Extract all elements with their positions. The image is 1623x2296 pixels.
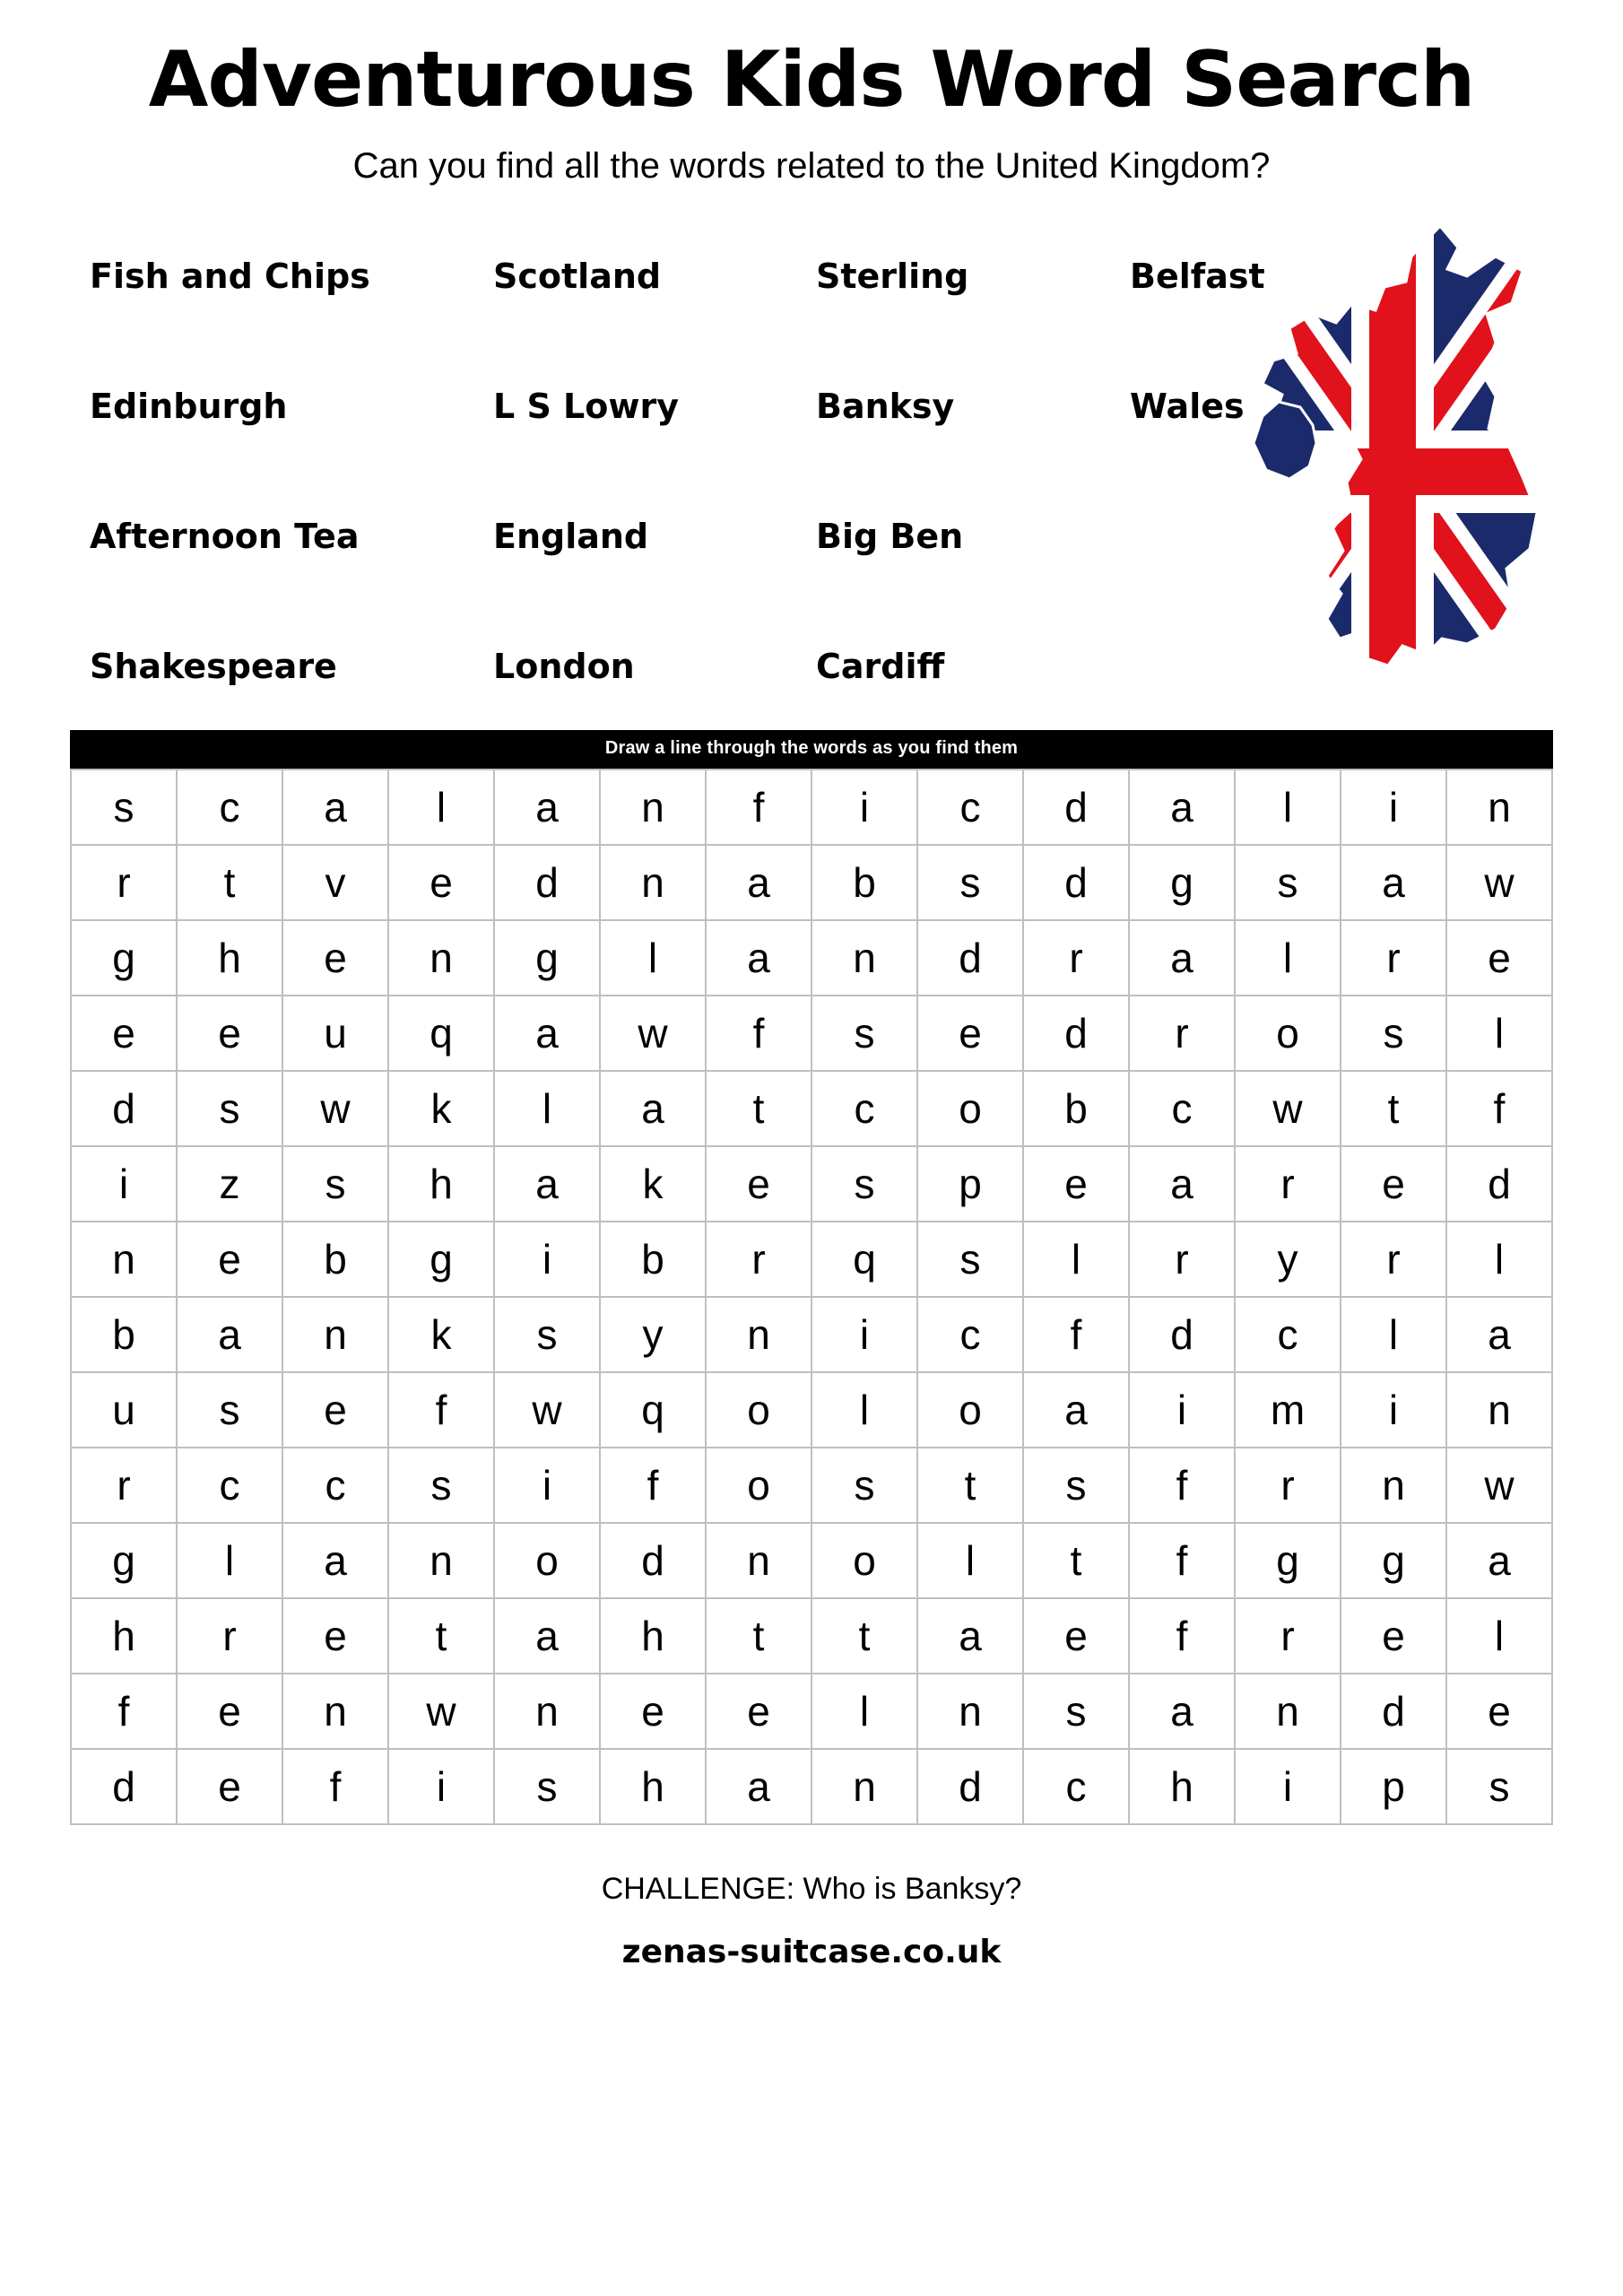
grid-cell[interactable]: e: [706, 1146, 812, 1222]
grid-cell[interactable]: o: [917, 1372, 1023, 1448]
grid-cell[interactable]: f: [1129, 1523, 1235, 1598]
grid-cell[interactable]: p: [1341, 1749, 1446, 1824]
grid-cell[interactable]: i: [1341, 1372, 1446, 1448]
grid-cell[interactable]: f: [282, 1749, 388, 1824]
grid-cell[interactable]: w: [1235, 1071, 1341, 1146]
grid-cell[interactable]: f: [600, 1448, 706, 1523]
grid-cell[interactable]: s: [812, 1448, 917, 1523]
grid-cell[interactable]: r: [1023, 920, 1129, 996]
grid-row: [71, 1523, 1552, 1598]
grid-cell[interactable]: a: [1129, 1146, 1235, 1222]
grid-cell[interactable]: i: [71, 1146, 177, 1222]
grid-cell[interactable]: z: [177, 1146, 282, 1222]
grid-cell[interactable]: r: [177, 1598, 282, 1674]
grid-cell[interactable]: r: [1341, 920, 1446, 996]
grid-cell[interactable]: t: [1341, 1071, 1446, 1146]
grid-cell[interactable]: t: [177, 845, 282, 920]
grid-cell[interactable]: g: [388, 1222, 494, 1297]
grid-cell[interactable]: n: [1446, 1372, 1552, 1448]
grid-cell[interactable]: a: [600, 1071, 706, 1146]
grid-cell[interactable]: d: [1023, 996, 1129, 1071]
grid-cell[interactable]: h: [600, 1749, 706, 1824]
grid-cell[interactable]: b: [600, 1222, 706, 1297]
grid-cell[interactable]: f: [706, 770, 812, 845]
grid-cell[interactable]: r: [71, 845, 177, 920]
grid-cell[interactable]: e: [282, 1598, 388, 1674]
grid-cell[interactable]: w: [494, 1372, 600, 1448]
grid-cell[interactable]: i: [494, 1448, 600, 1523]
grid-row: [71, 920, 1552, 996]
grid-cell[interactable]: s: [494, 1749, 600, 1824]
grid-cell[interactable]: e: [1023, 1598, 1129, 1674]
grid-cell[interactable]: a: [1446, 1523, 1552, 1598]
grid-cell[interactable]: s: [177, 1071, 282, 1146]
grid-cell[interactable]: n: [600, 845, 706, 920]
word-list-item: Edinburgh: [90, 387, 288, 427]
grid-cell[interactable]: d: [1023, 770, 1129, 845]
grid-cell[interactable]: s: [917, 845, 1023, 920]
grid-cell[interactable]: a: [1129, 770, 1235, 845]
grid-cell[interactable]: c: [1235, 1297, 1341, 1372]
grid-cell[interactable]: g: [1129, 845, 1235, 920]
grid-cell[interactable]: o: [812, 1523, 917, 1598]
grid-row: [71, 1448, 1552, 1523]
grid-cell[interactable]: b: [282, 1222, 388, 1297]
grid-cell[interactable]: r: [706, 1222, 812, 1297]
grid-cell[interactable]: n: [494, 1674, 600, 1749]
grid-cell[interactable]: n: [282, 1297, 388, 1372]
grid-cell[interactable]: n: [1341, 1448, 1446, 1523]
uk-flag-map-icon: [1227, 217, 1558, 719]
word-list-item: L S Lowry: [493, 387, 679, 427]
grid-row: [71, 1372, 1552, 1448]
grid-cell[interactable]: g: [1235, 1523, 1341, 1598]
grid-cell[interactable]: w: [282, 1071, 388, 1146]
grid-cell[interactable]: r: [1129, 1222, 1235, 1297]
word-list-item: England: [493, 517, 649, 557]
grid-cell[interactable]: e: [917, 996, 1023, 1071]
grid-cell[interactable]: s: [917, 1222, 1023, 1297]
grid-cell[interactable]: q: [388, 996, 494, 1071]
grid-cell[interactable]: o: [494, 1523, 600, 1598]
grid-cell[interactable]: y: [600, 1297, 706, 1372]
grid-cell[interactable]: d: [71, 1071, 177, 1146]
grid-cell[interactable]: a: [1129, 920, 1235, 996]
grid-cell[interactable]: e: [1446, 920, 1552, 996]
page-subtitle: Can you find all the words related to the United Kingdom?: [352, 145, 1271, 186]
grid-row: [71, 1749, 1552, 1824]
grid-cell[interactable]: l: [600, 920, 706, 996]
grid-cell[interactable]: t: [1023, 1523, 1129, 1598]
grid-row: [71, 1674, 1552, 1749]
grid-cell[interactable]: f: [1023, 1297, 1129, 1372]
grid-cell[interactable]: n: [71, 1222, 177, 1297]
grid-row: [71, 770, 1552, 845]
grid-cell[interactable]: d: [1446, 1146, 1552, 1222]
grid-cell[interactable]: d: [71, 1749, 177, 1824]
grid-cell[interactable]: e: [282, 920, 388, 996]
grid-cell[interactable]: s: [1341, 996, 1446, 1071]
grid-cell[interactable]: n: [388, 1523, 494, 1598]
grid-cell[interactable]: d: [494, 845, 600, 920]
grid-cell[interactable]: n: [917, 1674, 1023, 1749]
grid-cell[interactable]: c: [917, 770, 1023, 845]
grid-cell[interactable]: l: [177, 1523, 282, 1598]
grid-cell[interactable]: l: [1235, 770, 1341, 845]
grid-cell[interactable]: e: [177, 1674, 282, 1749]
grid-cell[interactable]: y: [1235, 1222, 1341, 1297]
grid-cell[interactable]: n: [1446, 770, 1552, 845]
grid-cell[interactable]: i: [1129, 1372, 1235, 1448]
grid-cell[interactable]: g: [71, 920, 177, 996]
grid-cell[interactable]: q: [812, 1222, 917, 1297]
grid-cell[interactable]: s: [1023, 1674, 1129, 1749]
grid-cell[interactable]: d: [917, 920, 1023, 996]
grid-cell[interactable]: t: [917, 1448, 1023, 1523]
grid-cell[interactable]: a: [282, 1523, 388, 1598]
grid-cell[interactable]: n: [706, 1297, 812, 1372]
grid-cell[interactable]: f: [1129, 1598, 1235, 1674]
grid-cell[interactable]: r: [1129, 996, 1235, 1071]
grid-cell[interactable]: t: [388, 1598, 494, 1674]
grid-cell[interactable]: r: [1341, 1222, 1446, 1297]
grid-cell[interactable]: f: [1129, 1448, 1235, 1523]
grid-cell[interactable]: o: [1235, 996, 1341, 1071]
grid-cell[interactable]: s: [1235, 845, 1341, 920]
grid-cell[interactable]: s: [494, 1297, 600, 1372]
grid-row: [71, 1297, 1552, 1372]
word-list-item: Belfast: [1130, 257, 1265, 297]
grid-cell[interactable]: t: [706, 1598, 812, 1674]
puzzle-instruction-banner: Draw a line through the words as you find them: [70, 730, 1553, 769]
grid-cell[interactable]: a: [1446, 1297, 1552, 1372]
grid-row: [71, 1598, 1552, 1674]
grid-cell[interactable]: r: [71, 1448, 177, 1523]
grid-cell[interactable]: e: [1023, 1146, 1129, 1222]
grid-cell[interactable]: i: [388, 1749, 494, 1824]
grid-cell[interactable]: c: [917, 1297, 1023, 1372]
grid-cell[interactable]: l: [388, 770, 494, 845]
grid-cell[interactable]: o: [917, 1071, 1023, 1146]
grid-cell[interactable]: s: [812, 996, 917, 1071]
grid-cell[interactable]: l: [1235, 920, 1341, 996]
word-list-item: Big Ben: [816, 517, 964, 557]
grid-cell[interactable]: b: [1023, 1071, 1129, 1146]
grid-cell[interactable]: s: [282, 1146, 388, 1222]
grid-cell[interactable]: n: [600, 770, 706, 845]
grid-cell[interactable]: h: [71, 1598, 177, 1674]
grid-cell[interactable]: o: [706, 1448, 812, 1523]
word-search-grid[interactable]: [70, 769, 1553, 1825]
grid-cell[interactable]: s: [812, 1146, 917, 1222]
grid-cell[interactable]: o: [706, 1372, 812, 1448]
grid-body: [71, 770, 1552, 1824]
grid-cell[interactable]: n: [706, 1523, 812, 1598]
grid-cell[interactable]: s: [1446, 1749, 1552, 1824]
grid-cell[interactable]: l: [1446, 1222, 1552, 1297]
grid-cell[interactable]: e: [282, 1372, 388, 1448]
grid-cell[interactable]: a: [706, 920, 812, 996]
grid-cell[interactable]: l: [1023, 1222, 1129, 1297]
grid-cell[interactable]: m: [1235, 1372, 1341, 1448]
word-list-item: Banksy: [816, 387, 955, 427]
grid-cell[interactable]: i: [494, 1222, 600, 1297]
grid-cell[interactable]: b: [812, 845, 917, 920]
grid-row: [71, 845, 1552, 920]
grid-cell[interactable]: c: [812, 1071, 917, 1146]
grid-cell[interactable]: s: [177, 1372, 282, 1448]
grid-row: [71, 996, 1552, 1071]
grid-cell[interactable]: k: [388, 1297, 494, 1372]
grid-cell[interactable]: a: [917, 1598, 1023, 1674]
grid-cell[interactable]: s: [1023, 1448, 1129, 1523]
grid-cell[interactable]: n: [388, 920, 494, 996]
grid-cell[interactable]: f: [1446, 1071, 1552, 1146]
grid-row: [71, 1222, 1552, 1297]
grid-cell[interactable]: e: [706, 1674, 812, 1749]
grid-cell[interactable]: c: [1023, 1749, 1129, 1824]
site-credit: zenas-suitcase.co.uk: [621, 1933, 1002, 1970]
grid-cell[interactable]: d: [917, 1749, 1023, 1824]
grid-cell[interactable]: n: [282, 1674, 388, 1749]
grid-cell[interactable]: t: [812, 1598, 917, 1674]
grid-cell[interactable]: k: [600, 1146, 706, 1222]
grid-cell[interactable]: l: [1446, 996, 1552, 1071]
grid-cell[interactable]: e: [388, 845, 494, 920]
grid-cell[interactable]: w: [388, 1674, 494, 1749]
grid-cell[interactable]: r: [1235, 1146, 1341, 1222]
grid-cell[interactable]: h: [600, 1598, 706, 1674]
word-list-item: Sterling: [816, 257, 969, 297]
grid-cell[interactable]: c: [1129, 1071, 1235, 1146]
grid-cell[interactable]: f: [71, 1674, 177, 1749]
grid-cell[interactable]: f: [706, 996, 812, 1071]
grid-cell[interactable]: a: [1023, 1372, 1129, 1448]
grid-cell[interactable]: a: [1129, 1674, 1235, 1749]
grid-cell[interactable]: u: [71, 1372, 177, 1448]
word-list-item: London: [493, 647, 635, 687]
grid-cell[interactable]: c: [177, 770, 282, 845]
grid-cell[interactable]: d: [600, 1523, 706, 1598]
grid-cell[interactable]: d: [1341, 1674, 1446, 1749]
grid-cell[interactable]: l: [1341, 1297, 1446, 1372]
grid-cell[interactable]: a: [494, 1598, 600, 1674]
grid-cell[interactable]: n: [1235, 1674, 1341, 1749]
word-list-item: Afternoon Tea: [90, 517, 360, 557]
word-list-item: Fish and Chips: [90, 257, 370, 297]
grid-cell[interactable]: g: [1341, 1523, 1446, 1598]
grid-cell[interactable]: b: [71, 1297, 177, 1372]
grid-cell[interactable]: w: [600, 996, 706, 1071]
grid-cell[interactable]: a: [494, 770, 600, 845]
grid-cell[interactable]: h: [177, 920, 282, 996]
grid-cell[interactable]: w: [1446, 1448, 1552, 1523]
grid-row: [71, 1146, 1552, 1222]
grid-cell[interactable]: a: [706, 845, 812, 920]
grid-cell[interactable]: k: [388, 1071, 494, 1146]
grid-cell[interactable]: n: [812, 920, 917, 996]
grid-cell[interactable]: e: [177, 1749, 282, 1824]
grid-row: [71, 1071, 1552, 1146]
grid-cell[interactable]: c: [282, 1448, 388, 1523]
grid-cell[interactable]: i: [812, 770, 917, 845]
grid-cell[interactable]: l: [917, 1523, 1023, 1598]
grid-cell[interactable]: s: [388, 1448, 494, 1523]
grid-cell[interactable]: w: [1446, 845, 1552, 920]
grid-cell[interactable]: s: [71, 770, 177, 845]
grid-cell[interactable]: n: [812, 1749, 917, 1824]
grid-cell[interactable]: l: [1446, 1598, 1552, 1674]
grid-cell[interactable]: r: [1235, 1448, 1341, 1523]
grid-cell[interactable]: i: [1235, 1749, 1341, 1824]
grid-cell[interactable]: a: [1341, 845, 1446, 920]
grid-cell[interactable]: a: [282, 770, 388, 845]
grid-cell[interactable]: e: [177, 996, 282, 1071]
word-list-item: Shakespeare: [90, 647, 337, 687]
grid-cell[interactable]: e: [1341, 1598, 1446, 1674]
grid-cell[interactable]: i: [1341, 770, 1446, 845]
word-list-item: Cardiff: [816, 647, 945, 687]
word-list-area: [70, 212, 1553, 714]
grid-cell[interactable]: h: [388, 1146, 494, 1222]
grid-cell[interactable]: h: [1129, 1749, 1235, 1824]
grid-cell[interactable]: e: [600, 1674, 706, 1749]
grid-cell[interactable]: u: [282, 996, 388, 1071]
grid-cell[interactable]: q: [600, 1372, 706, 1448]
grid-cell[interactable]: t: [706, 1071, 812, 1146]
grid-cell[interactable]: a: [494, 996, 600, 1071]
grid-cell[interactable]: l: [812, 1372, 917, 1448]
grid-cell[interactable]: f: [388, 1372, 494, 1448]
grid-cell[interactable]: d: [1023, 845, 1129, 920]
grid-cell[interactable]: r: [1235, 1598, 1341, 1674]
grid-cell[interactable]: g: [71, 1523, 177, 1598]
grid-cell[interactable]: c: [177, 1448, 282, 1523]
grid-cell[interactable]: l: [812, 1674, 917, 1749]
grid-cell[interactable]: e: [1341, 1146, 1446, 1222]
grid-cell[interactable]: e: [177, 1222, 282, 1297]
grid-cell[interactable]: e: [71, 996, 177, 1071]
grid-cell[interactable]: p: [917, 1146, 1023, 1222]
grid-cell[interactable]: i: [812, 1297, 917, 1372]
challenge-text: CHALLENGE: Who is Banksy?: [601, 1871, 1022, 1906]
page-title: Adventurous Kids Word Search: [148, 35, 1475, 125]
grid-cell[interactable]: a: [494, 1146, 600, 1222]
grid-cell[interactable]: a: [706, 1749, 812, 1824]
grid-cell[interactable]: d: [1129, 1297, 1235, 1372]
grid-cell[interactable]: v: [282, 845, 388, 920]
grid-cell[interactable]: l: [494, 1071, 600, 1146]
grid-cell[interactable]: e: [1446, 1674, 1552, 1749]
word-list-item: Scotland: [493, 257, 662, 297]
word-list-item: Wales: [1130, 387, 1245, 427]
grid-cell[interactable]: a: [177, 1297, 282, 1372]
grid-cell[interactable]: g: [494, 920, 600, 996]
